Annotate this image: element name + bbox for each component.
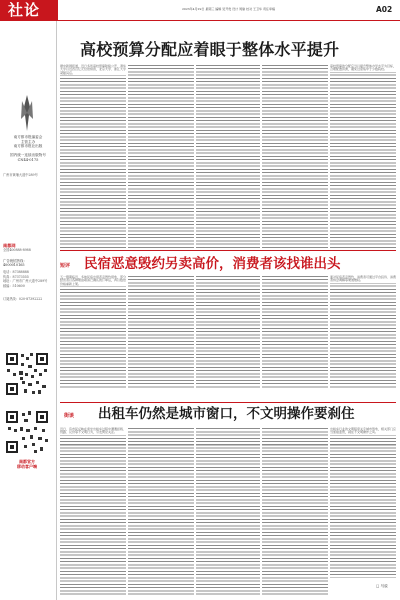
- sidebar-contacts: 电话：87388888 传真：87373555 地址：广州市广州大道中289号 邮编：510600: [3, 270, 48, 288]
- sidebar-address: 广州市黄埔大道中289号: [3, 173, 38, 177]
- qr-code-top: [4, 351, 50, 397]
- article-1-body: [60, 65, 396, 250]
- article-2-body: [60, 276, 396, 388]
- page-number: A02: [376, 5, 393, 14]
- article-1-paragraph-1: 据中新网报道，近日多所高校预算陆续公开，清华大学以近四百亿元位居榜首，北京大学、浙江大学紧随其后。: [60, 64, 127, 75]
- rule-1: [60, 250, 396, 251]
- sidebar-website-label: 南都网: [3, 243, 16, 248]
- sidebar-phone: 全国400888-8988: [3, 248, 31, 252]
- sidebar-divider: [56, 21, 57, 600]
- sidebar: [0, 21, 54, 600]
- article-2-tag: 短评: [60, 263, 71, 269]
- section-title: 社论: [8, 1, 41, 19]
- article-2-title: 民宿恶意毁约另卖高价，消费者该找谁出头: [84, 256, 341, 272]
- article-1-paragraph-2: 高校预算的分配应当以提升整体办学水平为目标，合理配置资源，避免过度集中于少数院校。: [330, 64, 397, 72]
- sidebar-subscription: 订阅热线：020-87392222: [3, 297, 43, 301]
- article-3-tag: 街谈: [64, 413, 75, 419]
- issn-info: 国内统一连续出版物号 CN44-0175: [10, 153, 46, 162]
- header-rule: [0, 20, 400, 21]
- article-2-paragraph-1: 五一假期临近，多地民宿出现恶意毁约现象，部分经营者以各种理由取消已确认的订单后，再以数倍价格重新上架。: [60, 275, 127, 286]
- header-meta: 2023年4月29日 星期三 编辑 吴开贵 设计 周瑜 校对 王卫华 责任审稿: [182, 7, 275, 11]
- article-2-paragraph-2: 面对民宿恶意毁约，消费者可通过平台投诉、消费者协会调解等渠道维权。: [330, 275, 397, 283]
- logo-icon: [19, 95, 35, 131]
- article-3-paragraph-1: 近日，有市民反映在乘坐出租车过程中遭遇拒载、绕路、议价等不文明行为，引发舆论关注。: [60, 427, 127, 435]
- masthead-info: 南方都市报编委会 主管主办 南方都市报社出版: [13, 135, 43, 149]
- article-3-paragraph-2: 出租车行业的文明程度关乎城市形象，相关部门应当加强监管，刹住不文明操作之风。: [330, 427, 397, 435]
- qr-code-bottom: [4, 409, 50, 455]
- rule-2: [60, 402, 396, 403]
- qr-caption: 南都官方 移动客户端: [17, 459, 37, 469]
- article-3-body: [60, 428, 396, 596]
- article-3-title: 出租车仍然是城市窗口，不文明操作要刹住: [98, 406, 355, 422]
- article-1-title: 高校预算分配应着眼于整体水平提升: [80, 40, 340, 59]
- ad-phone: 广告统招热线： 4000010165: [3, 259, 27, 268]
- article-3-byline: □ 马骁: [376, 584, 388, 588]
